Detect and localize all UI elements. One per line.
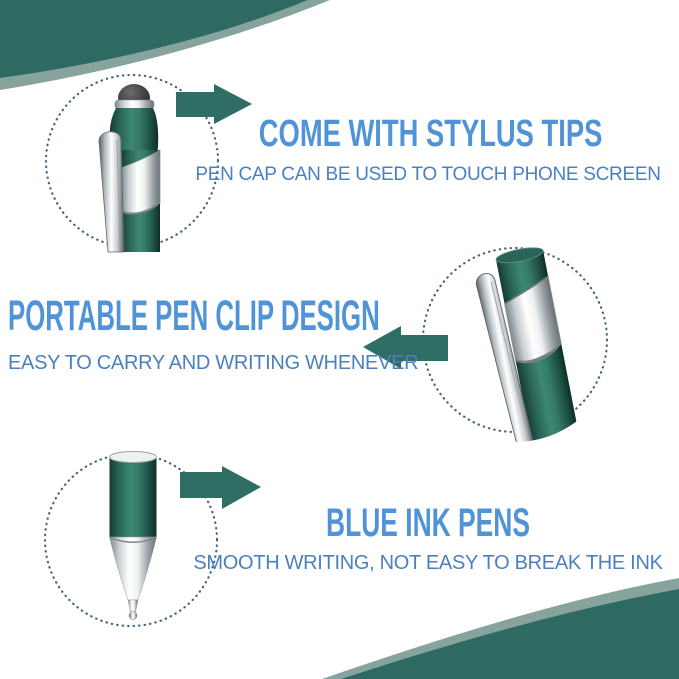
feature-heading: PORTABLE PEN CLIP DESIGN (8, 292, 380, 340)
feature-block-clip (8, 292, 468, 375)
feature-block-stylus (193, 115, 663, 186)
feature-subtext: PEN CAP CAN BE USED TO TOUCH PHONE SCREEN (195, 164, 661, 185)
feature-subtext: EASY TO CARRY AND WRITING WHENEVER (8, 352, 419, 374)
feature-heading: BLUE INK PENS (326, 501, 530, 545)
top-swoosh-decoration (0, 0, 330, 90)
pen-clip-image (471, 245, 581, 462)
pen-writing-tip-image (110, 452, 157, 620)
pen-top-stylus-tip-image (99, 84, 160, 252)
bottom-swoosh-decoration (322, 578, 679, 679)
feature-block-ink (193, 503, 663, 575)
feature-subtext: SMOOTH WRITING, NOT EASY TO BREAK THE INK (193, 552, 663, 574)
feature-heading: COME WITH STYLUS TIPS (258, 113, 603, 155)
